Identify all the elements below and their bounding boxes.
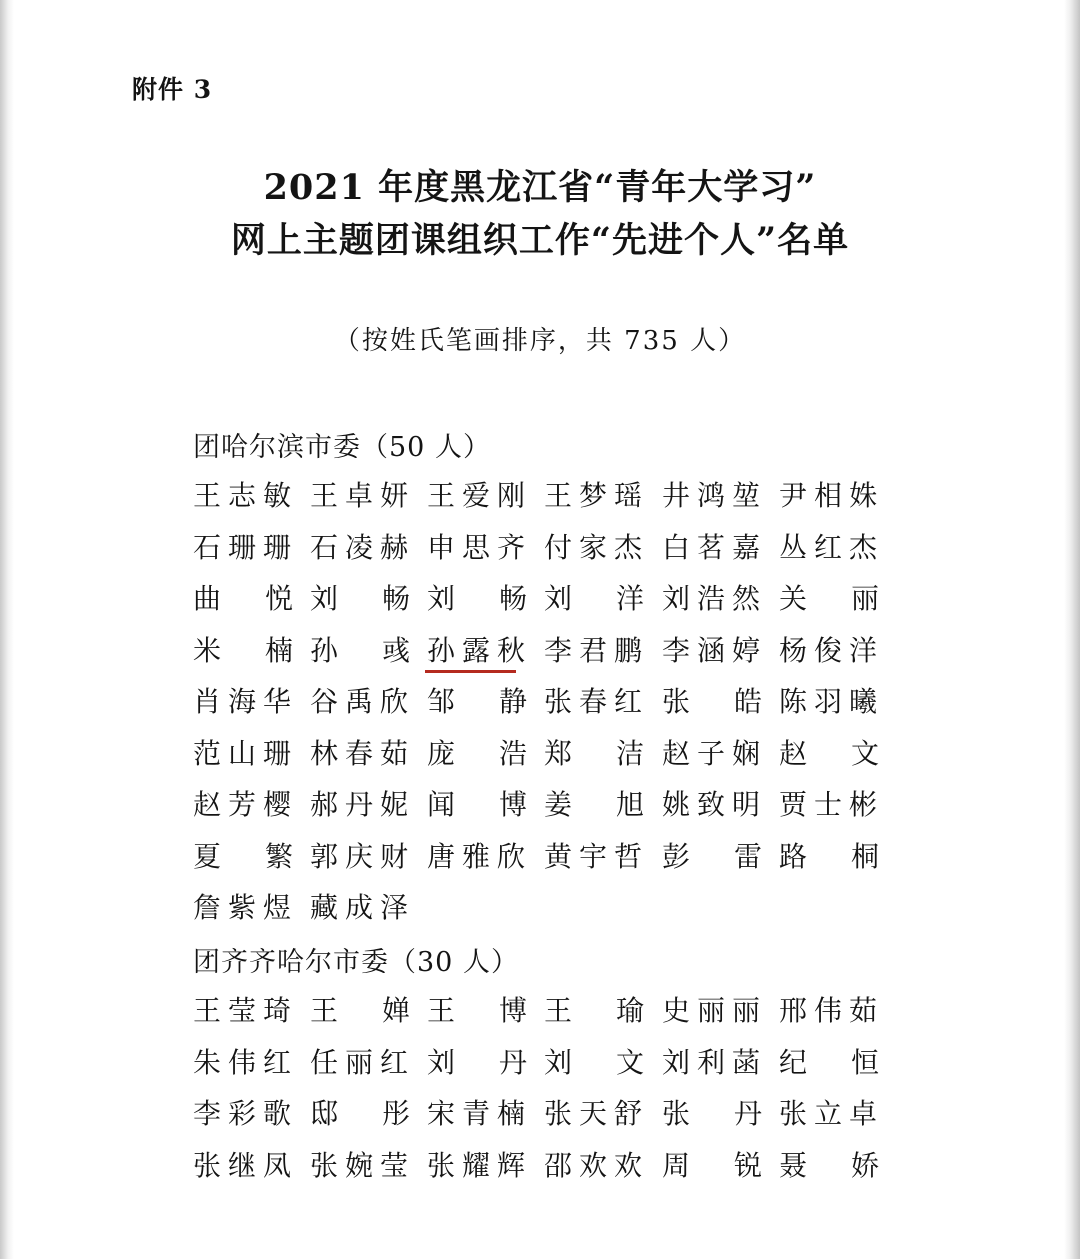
name-entry: 詹 紫 煜 <box>193 891 292 924</box>
name-entry: 张 继 凤 <box>193 1148 292 1182</box>
name-entry: 史 丽 丽 <box>662 994 761 1027</box>
name-entry: 刘 畅 <box>427 582 528 615</box>
name-entry: 肖 海 华 <box>193 685 292 718</box>
name-entry: 王 爱 刚 <box>427 479 526 512</box>
name-entry: 石 凌 赫 <box>310 530 409 564</box>
name-entry: 范 山 珊 <box>193 736 292 770</box>
name-entry: 丛 红 杰 <box>779 530 878 564</box>
document-subtitle: （按姓氏笔画排序，共 735 人） <box>333 326 747 356</box>
name-entry: 孙 彧 <box>310 633 411 667</box>
name-entry: 付 家 杰 <box>544 530 643 564</box>
name-entry: 王 卓 妍 <box>310 479 409 512</box>
name-entry: 邸 彤 <box>310 1097 411 1130</box>
name-entry: 贾 士 彬 <box>779 788 878 821</box>
name-entry: 宋 青 楠 <box>427 1097 526 1130</box>
name-entry: 井 鸿 堃 <box>662 479 761 512</box>
name-entry: 李 彩 歌 <box>193 1097 292 1130</box>
name-entry: 夏 繁 <box>193 839 294 873</box>
name-entry: 邹 静 <box>427 685 528 718</box>
name-entry: 张 皓 <box>662 685 763 718</box>
document-title-line-2: 网上主题团课组织工作“先进个人”名单 <box>230 220 850 261</box>
name-entry: 张 婉 莹 <box>310 1148 409 1182</box>
name-entry: 刘 畅 <box>310 582 411 615</box>
name-entry: 郝 丹 妮 <box>310 788 409 821</box>
name-entry: 王 梦 瑶 <box>544 479 643 512</box>
section-heading-harbin: 团哈尔滨市委（50 人） <box>193 432 491 463</box>
name-entry: 王 志 敏 <box>193 479 292 512</box>
name-entry: 赵 文 <box>779 736 880 770</box>
name-entry: 张 丹 <box>662 1097 763 1130</box>
name-entry: 姜 旭 <box>544 788 645 821</box>
name-entry: 张 天 舒 <box>544 1097 643 1130</box>
name-entry: 纪 恒 <box>779 1045 880 1079</box>
name-entry: 唐 雅 欣 <box>427 839 526 873</box>
name-entry: 刘 浩 然 <box>662 582 761 615</box>
section-heading-qiqihar: 团齐齐哈尔市委（30 人） <box>193 947 519 978</box>
name-entry: 刘 利 菡 <box>662 1045 761 1079</box>
document-title-line-1: 2021 年度黑龙江省“青年大学习” <box>263 167 817 208</box>
name-entry: 邢 伟 茹 <box>779 994 878 1027</box>
name-entry: 彭 雷 <box>662 839 763 873</box>
name-entry: 刘 洋 <box>544 582 645 615</box>
attachment-label: 附件 3 <box>132 75 213 104</box>
name-entry: 路 桐 <box>779 839 880 873</box>
name-entry: 张 耀 辉 <box>427 1148 526 1182</box>
name-entry: 周 锐 <box>662 1148 763 1182</box>
name-entry: 张 春 红 <box>544 685 643 718</box>
name-entry: 曲 悦 <box>193 582 294 615</box>
name-entry: 李 涵 婷 <box>662 633 761 667</box>
name-entry: 任 丽 红 <box>310 1045 409 1079</box>
name-entry: 赵 芳 樱 <box>193 788 292 821</box>
name-entry: 王 婵 <box>310 994 411 1027</box>
name-entry: 孙 露 秋 <box>427 633 526 667</box>
name-entry: 王 博 <box>427 994 528 1027</box>
name-entry: 谷 禹 欣 <box>310 685 409 718</box>
name-entry: 王 瑜 <box>544 994 645 1027</box>
name-entry: 聂 娇 <box>779 1148 880 1182</box>
name-entry: 刘 丹 <box>427 1045 528 1079</box>
name-entry: 郑 洁 <box>544 736 645 770</box>
name-entry: 石 珊 珊 <box>193 530 292 564</box>
name-entry: 米 楠 <box>193 633 294 667</box>
name-entry: 林 春 茹 <box>310 736 409 770</box>
name-entry: 尹 相 姝 <box>779 479 878 512</box>
name-entry: 赵 子 娴 <box>662 736 761 770</box>
name-entry: 黄 宇 哲 <box>544 839 643 873</box>
name-entry: 姚 致 明 <box>662 788 761 821</box>
name-entry: 闻 博 <box>427 788 528 821</box>
name-entry: 郭 庆 财 <box>310 839 409 873</box>
name-entry: 邵 欢 欢 <box>544 1148 643 1182</box>
name-entry: 陈 羽 曦 <box>779 685 878 718</box>
name-entry: 关 丽 <box>779 582 880 615</box>
name-entry: 李 君 鹏 <box>544 633 643 667</box>
name-entry: 申 思 齐 <box>427 530 526 564</box>
name-entry: 庞 浩 <box>427 736 528 770</box>
name-entry: 朱 伟 红 <box>193 1045 292 1079</box>
name-entry: 王 莹 琦 <box>193 994 292 1027</box>
name-entry: 张 立 卓 <box>779 1097 878 1130</box>
name-entry: 藏 成 泽 <box>310 891 409 924</box>
highlight-underline <box>425 670 516 673</box>
name-entry: 刘 文 <box>544 1045 645 1079</box>
name-entry: 白 茗 嘉 <box>662 530 761 564</box>
name-entry: 杨 俊 洋 <box>779 633 878 667</box>
